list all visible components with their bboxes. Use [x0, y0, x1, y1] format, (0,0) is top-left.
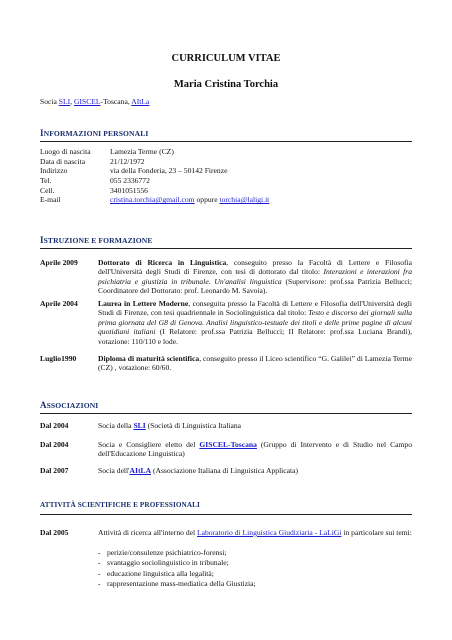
email-link-laligi[interactable]: torchia@laligi.it	[219, 195, 270, 205]
section-divider	[40, 248, 412, 249]
research-topics-list	[98, 548, 412, 590]
section-divider	[40, 514, 412, 515]
section-heading-education: ISTRUZIONE E FORMAZIONE	[40, 235, 153, 245]
membership-prefix: Socia	[40, 97, 59, 106]
document-title: CURRICULUM VITAE	[171, 53, 281, 64]
membership-sep: ,	[70, 97, 74, 106]
association-entry: Socia e Consigliere eletto del GISCEL-Toscana (Gruppo di Intervento e di Studio nel Campo dell'Educazione Linguistica)	[98, 440, 412, 459]
sli-link[interactable]: SLI	[58, 97, 71, 106]
section-divider	[40, 413, 412, 414]
association-date: Dal 2004	[40, 421, 69, 430]
list-item: - rappresentazione mass-mediatica della Giustizia;	[98, 579, 412, 589]
education-date: Aprile 2004	[40, 299, 78, 308]
association-link[interactable]: GISCEL-Toscana	[199, 440, 257, 449]
cv-page: CURRICULUM VITAE Maria Cristina Torchia Socia SLI, GISCEL-Toscana, AItLa INFORMAZIONI PERSONALI Luogo di nascita Lamezia Terme (CZ) Data di nascita 21/12/1972 Indirizzo via della Fonderia, 23 – 50142 Firenze Tel. 055 2336772 Cell. 3401051556 E-mail cristina.torchia@gmail.com oppure torchia@laligi.it ISTRUZIONE E FORMAZIONE Aprile 2009 Dottorato di Ricerca in Linguistica, conseguito presso la Facoltà di Lettere e Filosofia dell'Università degli Studi di Firenze, con tesi di dottorato dal titolo: Interazioni e interazioni fra psichiatria e giustizia in tribunale. Un'analisi linguistica (Supervisore: prof.ssa Patrizia Bellucci; Coordinatore del Dottorato: prof. Leonardo M. Savoia). Aprile 2004 Laurea in Lettere Moderne, conseguita presso la Facoltà di Lettere e Filosofia dell'Università degli Studi di Firenze, con tesi quadriennale in Sociolinguistica dal titolo: Testo e discorso dei giornali sulla prima giornata del G8 di Genova. Analisi linguistico-testuale dei titoli e delle prime pagine di alcuni quotidiani italiani (I Relatore: prof.ssa Patrizia Bellucci; II Relatore: prof.ssa Luciana Brandi), votazione: 110/110 e lode. Luglio1990 Diploma di maturità scientifica, conseguito presso il Liceo scientifico “G. Galilei” di Lamezia Terme (CZ) , votazione: 60/60. ASSOCIAZIONI Dal 2004 Socia della SLI (Società di Linguistica Italiana Dal 2004 Socia e Consigliere eletto del GISCEL-Toscana (Gruppo di Intervento e di Studio nel Campo dell'Educazione Linguistica) Dal 2007 Socia dell'AItLA (Associazione Italiana di Linguistica Applicata) ATTIVITÀ SCIENTIFICHE E PROFESSIONALI Dal 2005 Attività di ricerca all'interno del Laboratorio di Linguistica Giudiziaria - LaLiGi in particolare sui temi: - perizie/consulenze psichiatrico-forensi; - svantaggio sociolinguistico in tribunale; - educazione linguistica alla legalità; - rappresentazione mass-mediatica della Giustizia;	[0, 0, 452, 640]
association-entry: Socia dell'AItLA (Associazione Italiana di Linguistica Applicata)	[98, 466, 299, 475]
association-link[interactable]: AItLA	[129, 466, 152, 475]
education-entry: Dottorato di Ricerca in Linguistica, conseguito presso la Facoltà di Lettere e Filosofia dell'Università degli Studi di Firenze, con tesi di dottorato dal titolo: Interazioni e interazioni fra psichiatria e giustizia in tribunale. Un'analisi linguistica (Supervisore: prof.ssa Patrizia Bellucci; Coordinatore del Dottorato: prof. Leonardo M. Savoia).	[98, 258, 412, 296]
laligi-link[interactable]: Laboratorio di Linguistica Giudiziaria - LaLiGi	[197, 528, 342, 537]
association-link[interactable]: SLI	[133, 421, 146, 430]
association-date: Dal 2004	[40, 440, 69, 449]
education-date: Luglio1990	[40, 354, 77, 363]
person-name: Maria Cristina Torchia	[173, 79, 279, 90]
list-item: - svantaggio sociolinguistico in tribunale;	[98, 558, 412, 568]
activity-entry: Attività di ricerca all'interno del Laboratorio di Linguistica Giudiziaria - LaLiGi in particolare sui temi:	[98, 528, 412, 537]
section-divider	[40, 141, 412, 142]
education-date: Aprile 2009	[40, 258, 78, 267]
email-link-gmail[interactable]: cristina.torchia@gmail.com	[110, 195, 195, 205]
giscel-link[interactable]: GISCEL	[73, 97, 101, 106]
membership-mid: -Toscana,	[100, 97, 132, 106]
education-entry: Diploma di maturità scientifica, conseguito presso il Liceo scientifico “G. Galilei” di Lamezia Terme (CZ) , votazione: 60/60.	[98, 354, 412, 373]
aitla-link[interactable]: AItLa	[131, 97, 150, 106]
membership-line	[40, 97, 149, 106]
association-date: Dal 2007	[40, 466, 69, 475]
section-heading-associations: ASSOCIAZIONI	[40, 400, 99, 410]
education-entry: Laurea in Lettere Moderne, conseguita presso la Facoltà di Lettere e Filosofia dell'Università degli Studi di Firenze, con tesi quadriennale in Sociolinguistica dal titolo: Testo e discorso dei giornali sulla prima giornata del G8 di Genova. Analisi linguistico-testuale dei titoli e delle prime pagine di alcuni quotidiani italiani (I Relatore: prof.ssa Patrizia Bellucci; II Relatore: prof.ssa Luciana Brandi), votazione: 110/110 e lode.	[98, 299, 413, 346]
activity-date: Dal 2005	[40, 528, 69, 537]
section-heading-activities: ATTIVITÀ SCIENTIFICHE E PROFESSIONALI	[40, 501, 200, 509]
list-item: - perizie/consulenze psichiatrico-forensi;	[98, 548, 412, 558]
association-entry: Socia della SLI (Società di Linguistica Italiana	[98, 421, 241, 430]
section-heading-personal: INFORMAZIONI PERSONALI	[40, 128, 149, 138]
list-item: - educazione linguistica alla legalità;	[98, 569, 412, 579]
